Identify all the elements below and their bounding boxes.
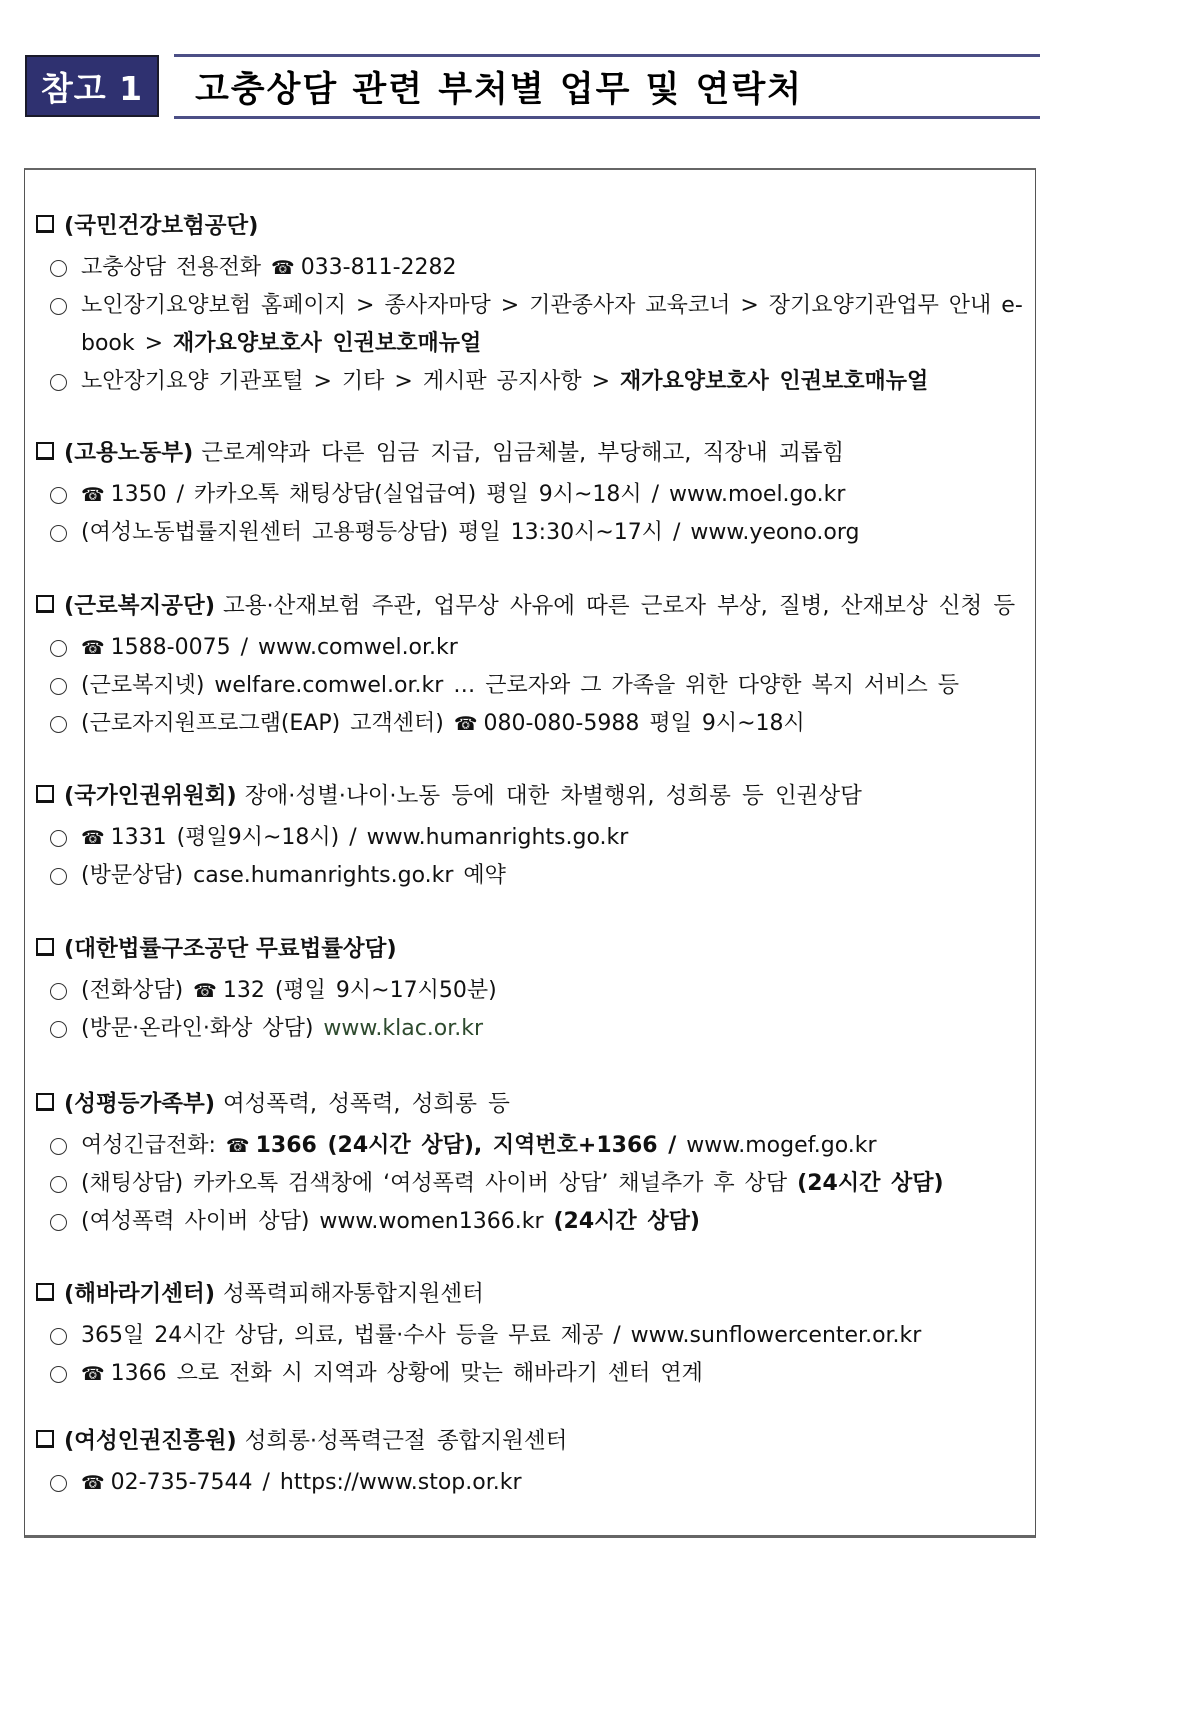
item-text-part: 1350 / 카카오톡 채팅상담(실업급여) 평일 9시~18시 / www.moel.go.kr [110,482,846,507]
circle-bullet-icon [50,1366,67,1383]
section-heading [36,928,1179,966]
item-text-part: 재가요양보호사 인권보호매뉴얼 [173,331,482,356]
organization-description: 여성폭력, 성폭력, 성희롱 등 [222,1091,510,1117]
section-5 [36,1083,1179,1241]
circle-bullet-icon [50,640,67,657]
phone-icon: ☎ [453,713,478,735]
item-text-part: 1331 (평일9시~18시) / www.humanrights.go.kr [110,825,629,850]
item-text-part: (여성폭력 사이버 상담) www.women1366.kr [81,1209,554,1234]
circle-bullet-icon [50,374,67,391]
list-item [50,476,1179,514]
list-item [50,363,1179,401]
item-text-part: (채팅상담) 카카오톡 검색창에 ‘여성폭력 사이버 상담’ 채널추가 후 상담 [81,1171,798,1196]
organization-name: (여성인권진흥원) [64,1428,237,1454]
list-item [50,705,1179,743]
circle-bullet-icon [50,525,67,542]
circle-bullet-icon [50,1021,67,1038]
item-text-part: (근로복지넷) welfare.comwel.or.kr … 근로자와 그 가족을 위한 다양한 복지 서비스 등 [81,673,959,698]
circle-bullet-icon [50,1138,67,1155]
item-text [81,629,458,667]
circle-bullet-icon [50,1475,67,1492]
list-item [50,819,1179,857]
item-text-part: 02-735-7544 / https://www.stop.or.kr [110,1470,522,1495]
list-item [50,1010,1179,1048]
list-item [50,972,1179,1010]
square-bullet-icon [36,595,54,613]
phone-icon: ☎ [193,980,217,1002]
list-item [50,1464,1179,1502]
item-text-part: 365일 24시간 상담, 의료, 법률·수사 등을 무료 제공 / www.sunflowercenter.or.kr [81,1323,922,1348]
organization-description: 장애·성별·나이·노동 등에 대한 차별행위, 성희롱 등 인권상담 [244,783,862,809]
organization-description: 성희롱·성폭력근절 종합지원센터 [244,1428,568,1454]
circle-bullet-icon [50,1176,67,1193]
organization-name: (대한법률구조공단 무료법률상담) [64,936,397,962]
square-bullet-icon [36,215,54,233]
list-item [50,857,1179,895]
organization-description: 고용·산재보험 주관, 업무상 사유에 따른 근로자 부상, 질병, 산재보상 신청 등 [222,593,1016,619]
phone-icon: ☎ [225,1135,250,1157]
circle-bullet-icon [50,678,67,695]
organization-description: 근로계약과 다른 임금 지급, 임금체불, 부당해고, 직장내 괴롭힘 [201,440,845,466]
item-text-part: 1366 (24시간 상담), 지역번호+1366 / [255,1133,677,1158]
item-text [81,514,859,552]
title-rule-top [174,54,1040,57]
page-title: 고충상담 관련 부처별 업무 및 연락처 [195,70,804,110]
list-item [50,1203,1179,1241]
title-rule-bottom [174,116,1040,119]
item-text [81,1355,703,1393]
section-heading [36,775,1179,813]
item-text [81,1203,700,1241]
reference-badge: 참고 1 [25,55,159,117]
item-text-part: www.klac.or.kr [323,1016,484,1041]
circle-bullet-icon [50,830,67,847]
section-heading [36,1273,1179,1311]
list-item [50,667,1179,705]
phone-icon: ☎ [81,637,105,659]
phone-icon: ☎ [81,484,105,506]
item-text [81,249,457,287]
square-bullet-icon [36,442,54,460]
organization-description: 성폭력피해자통합지원센터 [222,1281,484,1307]
list-item [50,1355,1179,1393]
item-text [81,705,805,743]
item-text-part: 033-811-2282 [300,255,457,280]
item-text [81,363,928,401]
organization-name: (해바라기센터) [64,1281,215,1307]
item-text-part: 1366 으로 전화 시 지역과 상황에 맞는 해바라기 센터 연계 [110,1361,703,1386]
section-2 [36,585,1179,743]
item-text-part: (근로자지원프로그램(EAP) 고객센터) [81,711,454,736]
item-text [81,857,506,895]
item-text [81,1165,944,1203]
circle-bullet-icon [50,1328,67,1345]
section-7 [36,1420,1179,1502]
circle-bullet-icon [50,260,67,277]
item-text [81,1127,877,1165]
section-4 [36,928,1179,1048]
organization-name: (국민건강보험공단) [64,213,259,239]
organization-name: (근로복지공단) [64,593,215,619]
item-text-part: (방문상담) case.humanrights.go.kr 예약 [81,863,506,888]
item-text-part: 1588-0075 / www.comwel.or.kr [110,635,458,660]
item-text-part: 재가요양보호사 인권보호매뉴얼 [620,369,929,394]
square-bullet-icon [36,938,54,956]
item-text [81,1010,483,1048]
circle-bullet-icon [50,298,67,315]
square-bullet-icon [36,1283,54,1301]
item-text-part: 노인장기요양보험 홈페이지 > 종사자마당 > 기관종사자 교육코너 > 장기요양기관업무 안내 e-book > [81,293,1023,356]
circle-bullet-icon [50,716,67,733]
item-text [81,287,1026,363]
item-text-part: 132 (평일 9시~17시50분) [222,978,497,1003]
item-text [81,1464,522,1502]
circle-bullet-icon [50,1214,67,1231]
item-text [81,667,959,705]
section-3 [36,775,1179,895]
item-text [81,476,845,514]
phone-icon: ☎ [271,257,295,279]
organization-name: (고용노동부) [64,440,194,466]
organization-name: (국가인권위원회) [64,783,237,809]
item-text-part: www.mogef.go.kr [676,1133,877,1158]
circle-bullet-icon [50,487,67,504]
list-item [50,1317,1179,1355]
item-text-part: (24시간 상담) [797,1171,944,1196]
phone-icon: ☎ [81,827,105,849]
list-item [50,514,1179,552]
circle-bullet-icon [50,983,67,1000]
list-item [50,1127,1179,1165]
item-text [81,972,497,1010]
section-1 [36,432,1179,552]
item-text-part: 여성긴급전화: [81,1133,226,1158]
phone-icon: ☎ [81,1363,105,1385]
section-heading [36,205,1179,243]
section-0 [36,205,1179,401]
list-item [50,629,1179,667]
section-heading [36,432,1179,470]
item-text-part: (방문·온라인·화상 상담) [81,1016,324,1041]
item-text-part: (여성노동법률지원센터 고용평등상담) 평일 13:30시~17시 / www.yeono.org [81,520,860,545]
section-heading [36,1083,1179,1121]
section-heading [36,1420,1179,1458]
section-6 [36,1273,1179,1393]
item-text-part: 080-080-5988 평일 9시~18시 [483,711,805,736]
item-text-part: (전화상담) [81,978,194,1003]
section-heading [36,585,1179,623]
square-bullet-icon [36,1093,54,1111]
item-text-part: 노안장기요양 기관포털 > 기타 > 게시판 공지사항 > [81,369,621,394]
item-text [81,1317,921,1355]
item-text [81,819,628,857]
item-text-part: (24시간 상담) [553,1209,700,1234]
item-text-part: 고충상담 전용전화 [81,255,272,280]
organization-name: (성평등가족부) [64,1091,215,1117]
square-bullet-icon [36,785,54,803]
list-item [50,287,1179,363]
phone-icon: ☎ [81,1472,105,1494]
square-bullet-icon [36,1430,54,1448]
list-item [50,249,1179,287]
list-item [50,1165,1179,1203]
circle-bullet-icon [50,868,67,885]
